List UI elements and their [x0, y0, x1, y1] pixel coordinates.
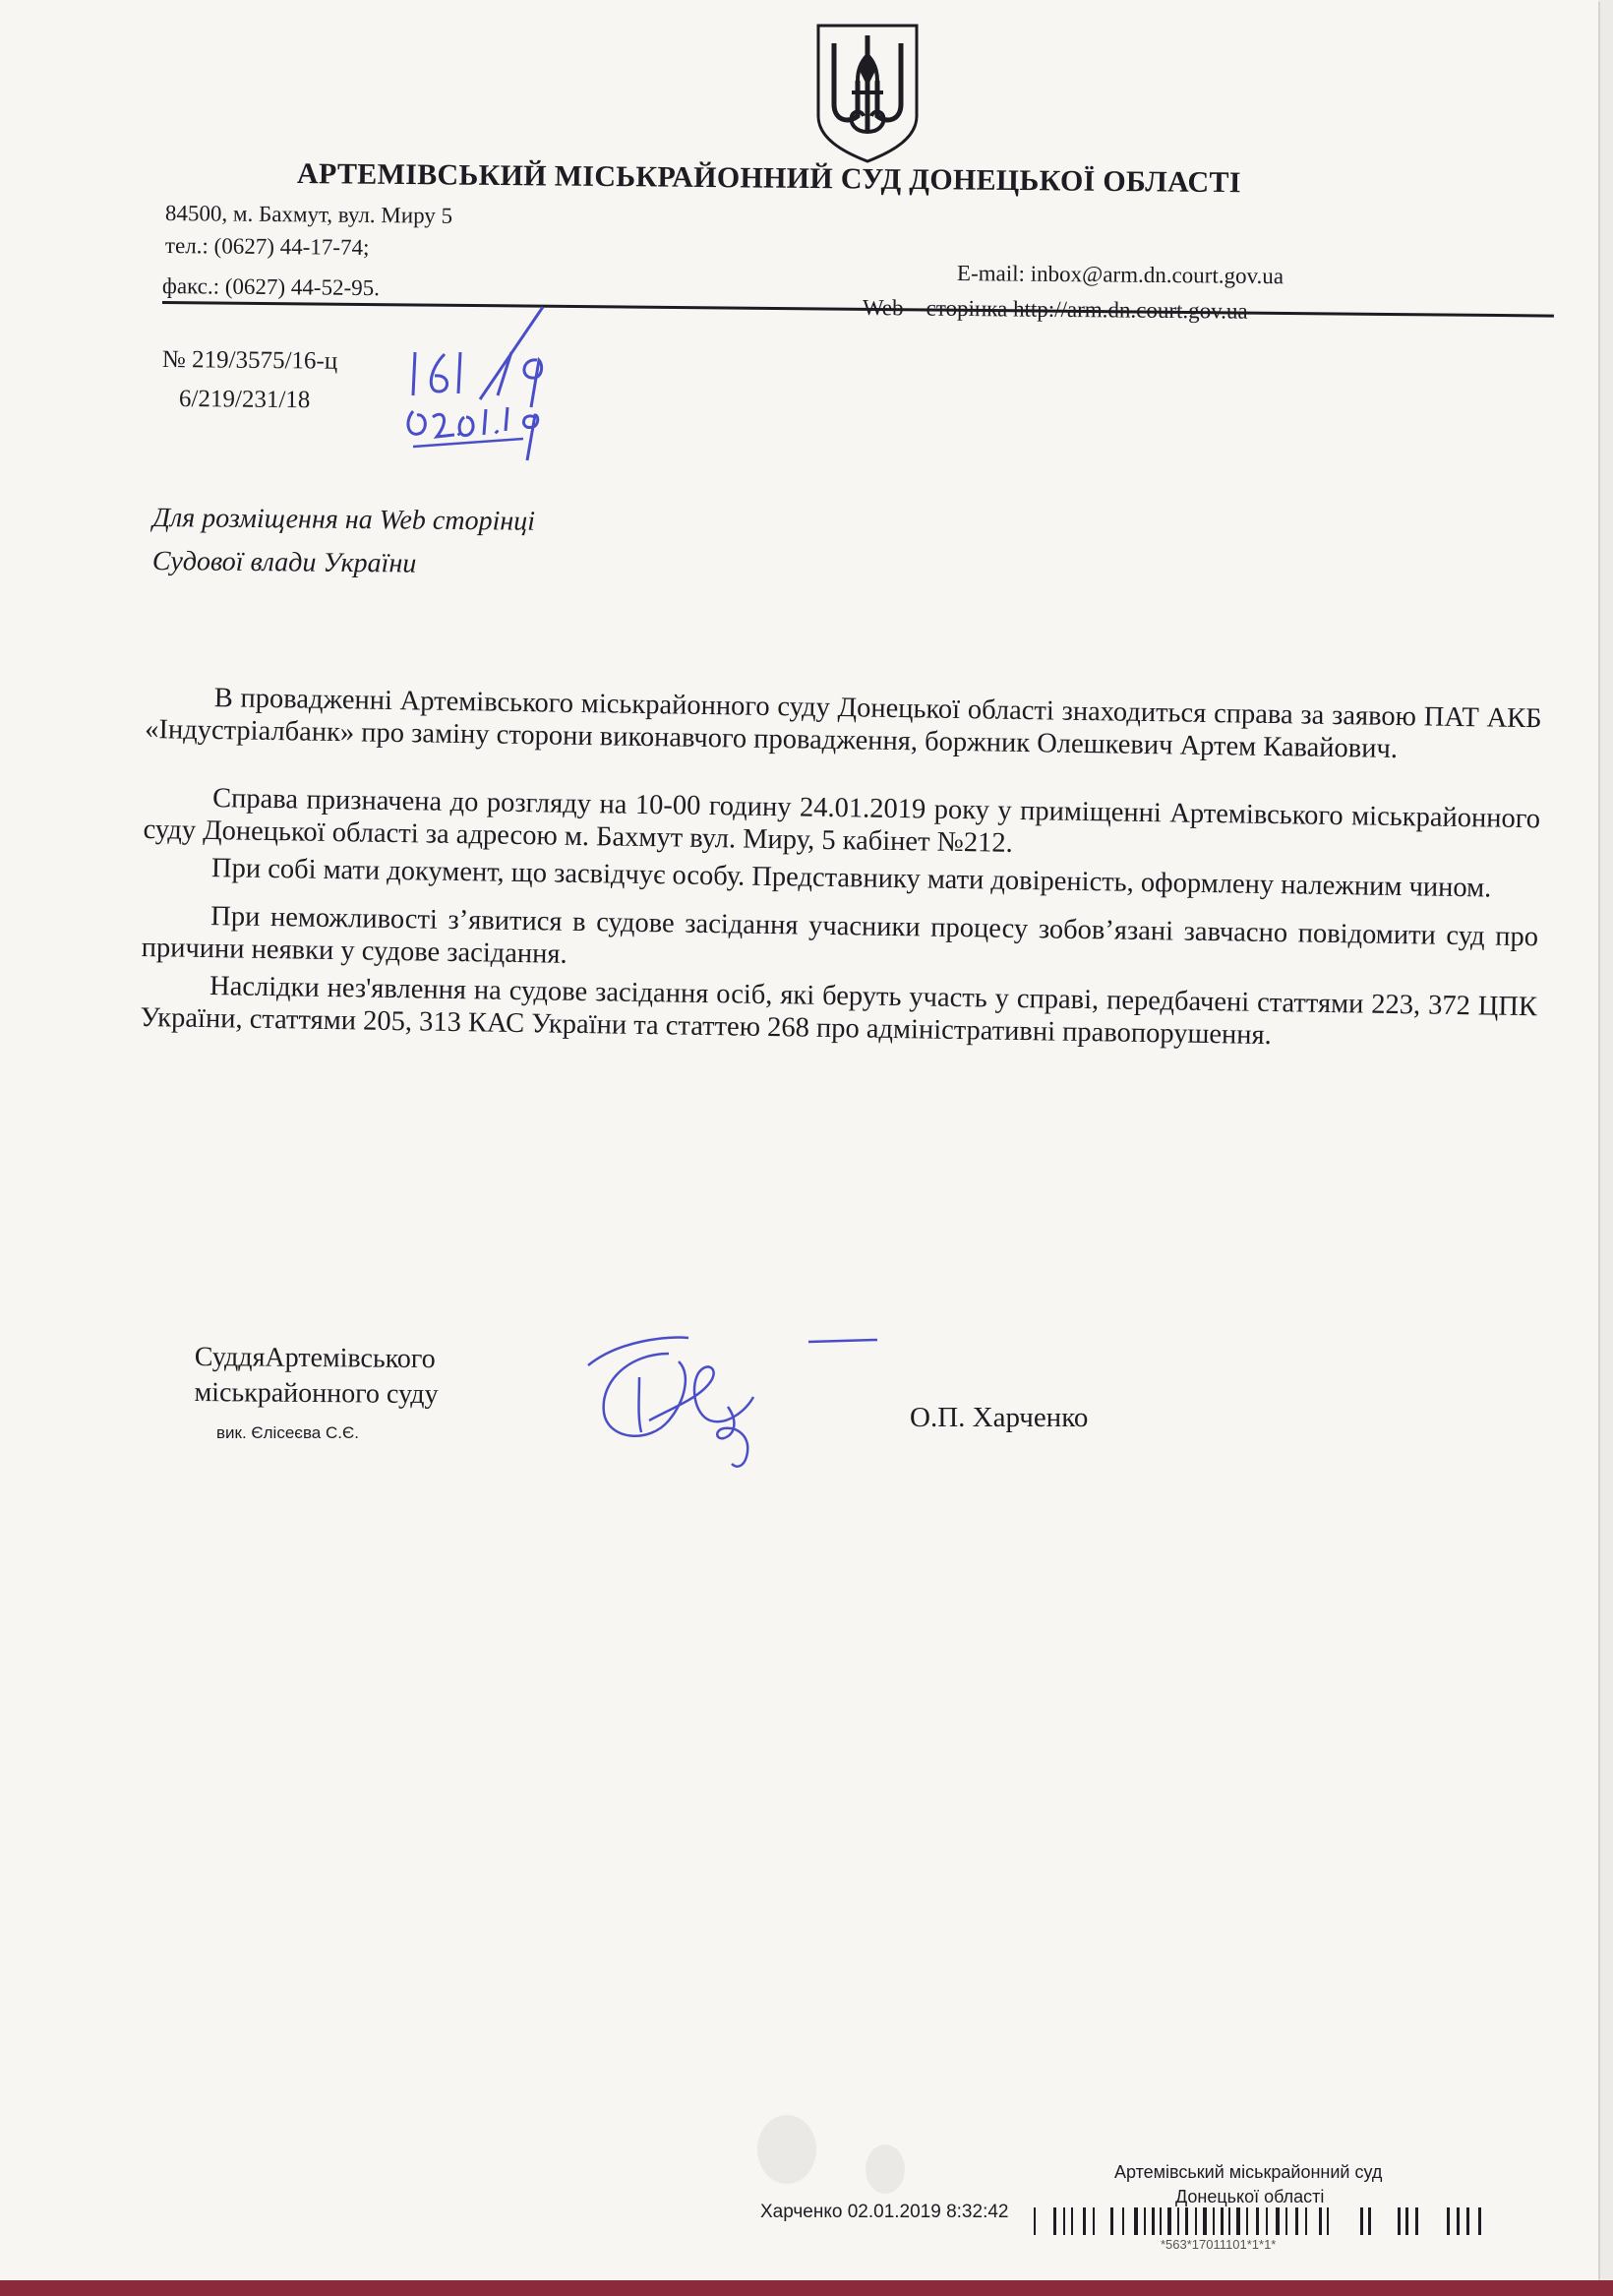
court-address: 84500, м. Бахмут, вул. Миру 5: [164, 201, 453, 228]
handwritten-signature: [580, 1318, 885, 1476]
coat-of-arms-emblem: [812, 22, 923, 165]
signatory-title-line-2: міськрайонного суду: [194, 1376, 439, 1411]
court-fax: факс.: (0627) 44-52-95.: [161, 273, 381, 301]
letter-body: [140, 681, 1541, 1056]
court-name: АРТЕМІВСЬКИЙ МІСЬКРАЙОННИЙ СУД ДОНЕЦЬКОЇ ОБЛАСТІ: [296, 157, 1241, 200]
paragraph-consequences: Наслідки нез'явлення на судове засідання осіб, які беруть участь у справі, передбачені статтями 223, 372 ЦПК України, статтями 205, 313 КАС України та статтею 268 про адміністративні правопорушення.: [140, 971, 1538, 1052]
judge-name: О.П. Харченко: [910, 1402, 1089, 1433]
barcode-number: *563*17011101*1*1*: [1161, 2237, 1277, 2252]
signatory-title-line-1: СуддяАртемівського: [194, 1341, 436, 1375]
registration-court-line-2: Донецької області: [1175, 2187, 1325, 2206]
court-website: Web – сторінка http://arm.dn.court.gov.ua: [862, 295, 1248, 324]
registration-court-line-1: Артемівський міськрайонний суд: [1114, 2162, 1383, 2182]
scan-smudge: [866, 2145, 905, 2194]
destination-line-2: Судової влади України: [151, 545, 417, 579]
case-number: № 219/3575/16-ц: [161, 346, 338, 375]
scan-smudge: [757, 2115, 816, 2184]
registration-barcode: [1028, 2205, 1500, 2241]
executor-note: вик. Єлісеєва С.Є.: [216, 1423, 359, 1442]
proceeding-number: 6/219/231/18: [178, 386, 311, 414]
handwritten-registration: [405, 301, 592, 468]
scan-edge: [0, 2280, 1613, 2296]
header-divider: [162, 301, 1554, 318]
registration-stamp: Харченко 02.01.2019 8:32:42: [760, 2202, 1009, 2222]
paragraph-hearing: Справа призначена до розгляду на 10-00 годину 24.01.2019 року у приміщенні Артемівського міськрайонного суду Донецької області за адресою м. Бахмут вул. Миру, 5 кабінет №212.: [143, 783, 1541, 859]
paragraph-absence: При неможливості з’явитися в судове засідання учасники процесу зобов’язані завчасно повідомити суд про причини неявки у судове засідання.: [141, 901, 1539, 970]
destination-note: [152, 497, 536, 587]
court-phone: тел.: (0627) 44-17-74;: [164, 233, 370, 260]
court-email: E-mail: inbox@arm.dn.court.gov.ua: [956, 261, 1284, 289]
signatory-title: [194, 1340, 439, 1413]
paragraph-case: В провадженні Артемівського міськрайонного суду Донецької області знаходиться справа за заявою ПАТ АКБ «Індустріалбанк» про заміну сторони виконавчого провадження, боржник Олешкевич Артем Кавайович.: [144, 683, 1542, 765]
destination-line-1: Для розміщення на Web сторінці: [152, 503, 536, 537]
paragraph-documents: При собі мати документ, що засвідчує особу. Представнику мати довіреність, оформлену належним чином.: [210, 853, 1492, 904]
